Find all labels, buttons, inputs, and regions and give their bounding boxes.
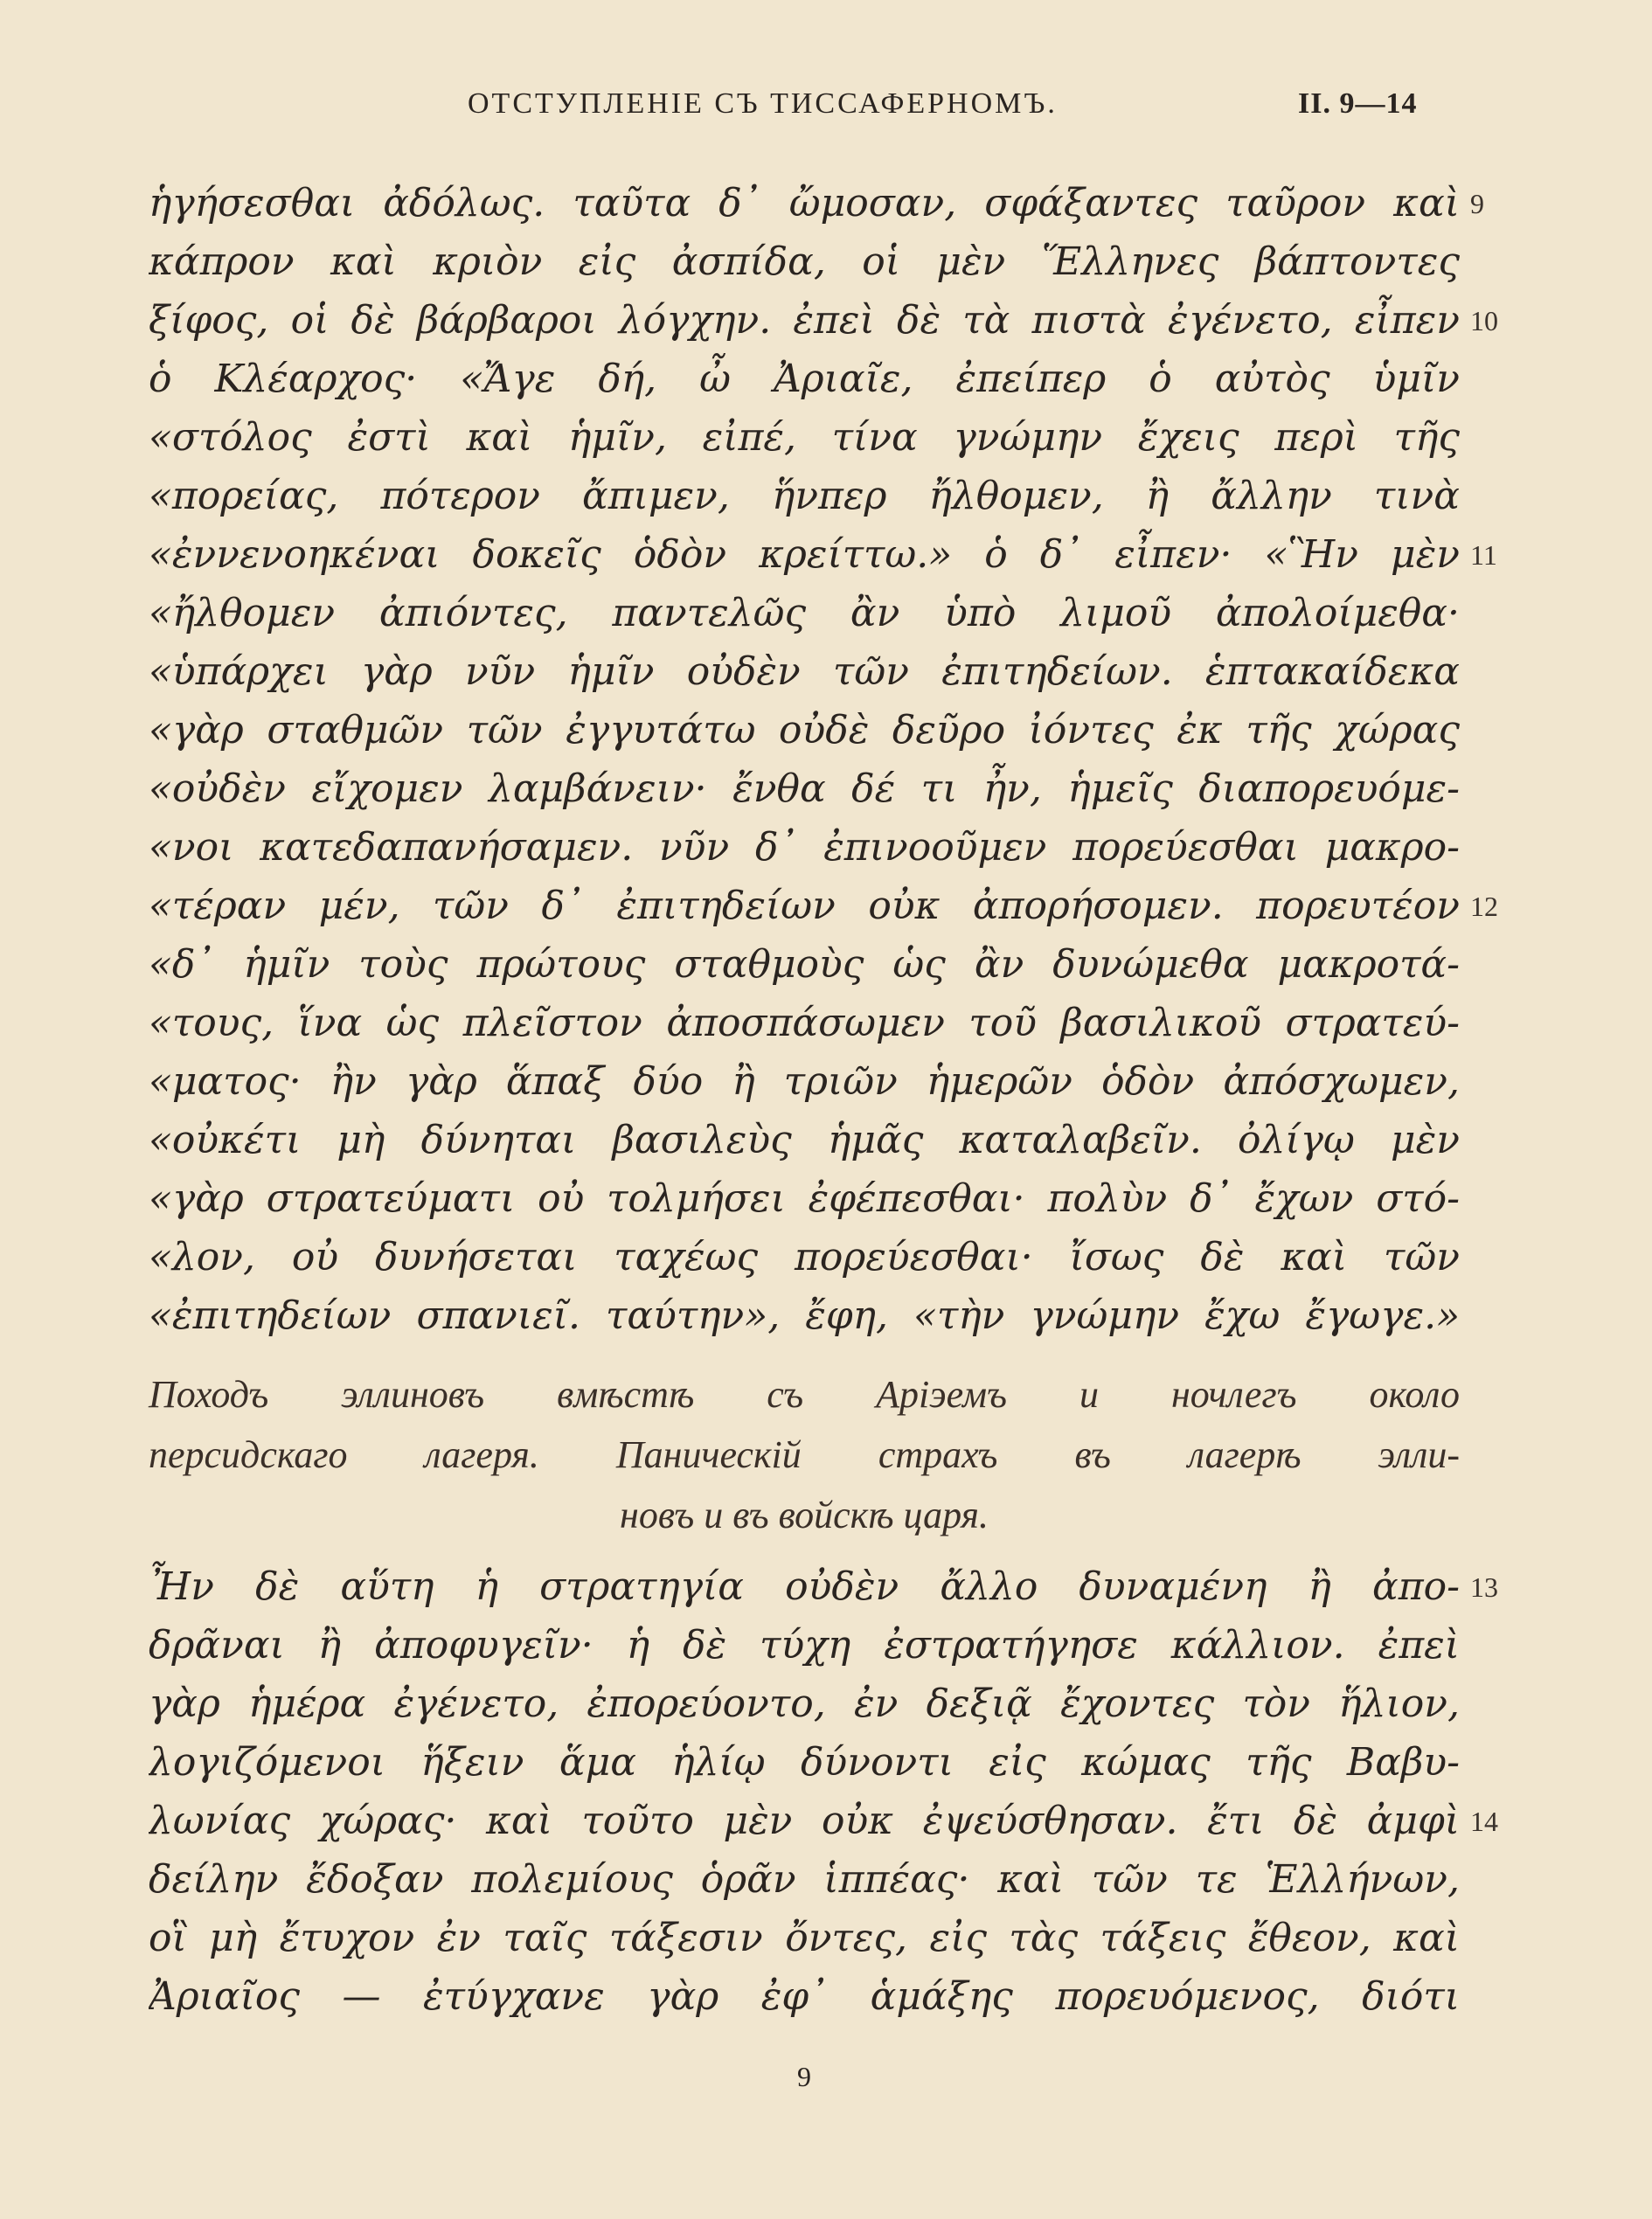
section-heading-line: новъ и въ войскѣ царя. [620, 1494, 989, 1536]
text-line: ὁ Κλέαρχος· «Ἄγε δή, ὦ Ἀριαῖε, ἐπείπερ ὁ αὐτὸς ὑμῖν [149, 357, 1460, 401]
text-line: «στόλος ἐστὶ καὶ ἡμῖν, εἰπέ, τίνα γνώμην ἔχεις περὶ τῆς [149, 415, 1460, 460]
text-line: «ἤλθομεν ἀπιόντες, παντελῶς ἂν ὑπὸ λιμοῦ ἀπολοίμεθα· [149, 591, 1460, 635]
text-line: δρᾶναι ἢ ἀποφυγεῖν· ἡ δὲ τύχη ἐστρατήγησε κάλλιον. ἐπεὶ [149, 1623, 1460, 1668]
section-number: 12 [1470, 891, 1498, 922]
text-line: «γὰρ σταθμῶν τῶν ἐγγυτάτω οὐδὲ δεῦρο ἰόντες ἐκ τῆς χώρας [149, 708, 1460, 752]
running-header [468, 87, 1473, 131]
text-line: «τέραν μέν, τῶν δ᾽ ἐπιτηδείων οὐκ ἀπορήσομεν. πορευτέον [149, 884, 1460, 928]
section-heading-line: Походъ эллиновъ вмѣстѣ съ Аріэемъ и ночлегъ около [149, 1373, 1460, 1416]
text-line: «τους, ἵνα ὡς πλεῖστον ἀποσπάσωμεν τοῦ βασιλικοῦ στρατεύ- [149, 1001, 1460, 1045]
text-line: οἳ μὴ ἔτυχον ἐν ταῖς τάξεσιν ὄντες, εἰς τὰς τάξεις ἔθεον, καὶ [149, 1916, 1460, 1960]
text-line: «πορείας, πότερον ἄπιμεν, ἥνπερ ἤλθομεν, ἢ ἄλλην τινὰ [149, 474, 1460, 518]
text-line: ξίφος, οἱ δὲ βάρβαροι λόγχην. ἐπεὶ δὲ τὰ πιστὰ ἐγένετο, εἶπεν [149, 298, 1460, 343]
text-line: ἡγήσεσθαι ἀδόλως. ταῦτα δ᾽ ὤμοσαν, σφάξαντες ταῦρον καὶ [149, 181, 1460, 225]
text-line: «οὐδὲν εἴχομεν λαμβάνειν· ἔνθα δέ τι ἦν, ἡμεῖς διαπορευόμε- [149, 766, 1460, 811]
running-title: ОТСТУПЛЕНІЕ СЪ ТИССАФЕРНОМЪ. [468, 87, 1058, 120]
section-heading-line: персидскаго лагеря. Паническій страхъ въ лагерѣ элли- [149, 1433, 1460, 1476]
section-number: 10 [1470, 305, 1498, 336]
section-number: 11 [1470, 539, 1497, 571]
text-line: Ἀριαῖος — ἐτύγχανε γὰρ ἐφ᾽ ἁμάξης πορευόμενος, διότι [149, 1974, 1460, 2019]
text-line: «ἐπιτηδείων σπανιεῖ. ταύτην», ἔφη, «τὴν γνώμην ἔχω ἔγωγε.» [149, 1293, 1460, 1338]
section-number: 14 [1470, 1806, 1498, 1837]
text-line: κάπρον καὶ κριὸν εἰς ἀσπίδα, οἱ μὲν Ἕλληνες βάπτοντες [149, 239, 1460, 284]
text-line: λωνίας χώρας· καὶ τοῦτο μὲν οὐκ ἐψεύσθησαν. ἔτι δὲ ἀμφὶ [149, 1799, 1460, 1843]
text-line: Ἦν δὲ αὕτη ἡ στρατηγία οὐδὲν ἄλλο δυναμένη ἢ ἀπο- [149, 1564, 1460, 1609]
chapter-reference: II. 9—14 [1298, 87, 1418, 120]
section-number: 9 [1470, 188, 1484, 219]
text-line: «ματος· ἢν γὰρ ἅπαξ δύο ἢ τριῶν ἡμερῶν ὁδὸν ἀπόσχωμεν, [149, 1059, 1460, 1104]
text-line: «οὐκέτι μὴ δύνηται βασιλεὺς ἡμᾶς καταλαβεῖν. ὀλίγῳ μὲν [149, 1118, 1460, 1162]
text-line: «λον, οὐ δυνήσεται ταχέως πορεύεσθαι· ἴσως δὲ καὶ τῶν [149, 1235, 1460, 1279]
text-line: «ἐννενοηκέναι δοκεῖς ὁδὸν κρείττω.» ὁ δ᾽ εἶπεν· «Ἣν μὲν [149, 532, 1460, 577]
page-number: 9 [797, 2061, 811, 2092]
text-line: δείλην ἔδοξαν πολεμίους ὁρᾶν ἱππέας· καὶ τῶν τε Ἑλλήνων, [149, 1857, 1460, 1902]
section-number: 13 [1470, 1571, 1498, 1603]
text-line: «δ᾽ ἡμῖν τοὺς πρώτους σταθμοὺς ὡς ἂν δυνώμεθα μακροτά- [149, 942, 1460, 987]
text-line: «ὑπάρχει γὰρ νῦν ἡμῖν οὐδὲν τῶν ἐπιτηδείων. ἑπτακαίδεκα [149, 649, 1460, 694]
text-line: λογιζόμενοι ἥξειν ἅμα ἡλίῳ δύνοντι εἰς κώμας τῆς Βαβυ- [149, 1740, 1460, 1785]
text-line: γὰρ ἡμέρα ἐγένετο, ἐπορεύοντο, ἐν δεξιᾷ ἔχοντες τὸν ἥλιον, [149, 1682, 1460, 1726]
text-line: «νοι κατεδαπανήσαμεν. νῦν δ᾽ ἐπινοοῦμεν πορεύεσθαι μακρο- [149, 825, 1460, 870]
text-line: «γὰρ στρατεύματι οὐ τολμήσει ἐφέπεσθαι· πολὺν δ᾽ ἔχων στό- [149, 1176, 1460, 1221]
